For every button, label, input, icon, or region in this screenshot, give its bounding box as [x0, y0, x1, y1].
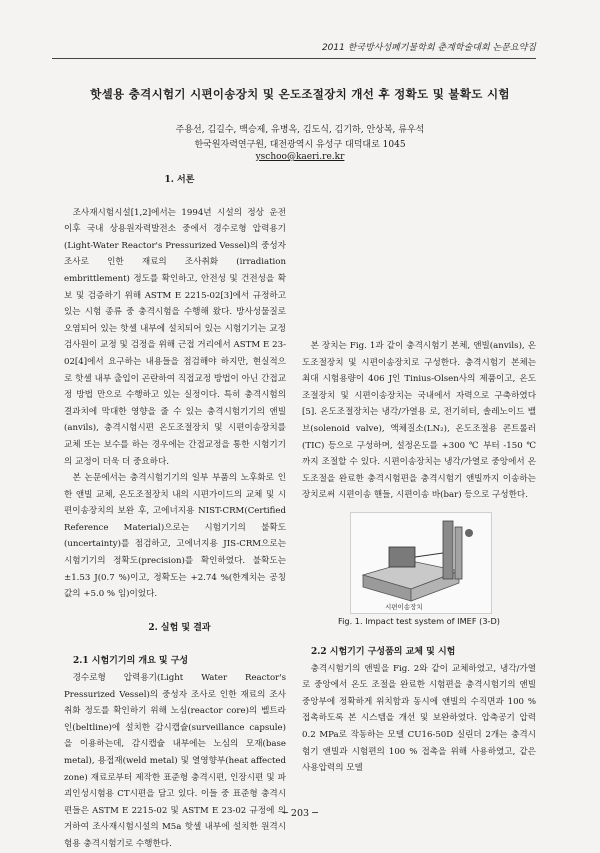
overview-paragraph-1: 경수로형 압력용기(Light Water Reactor's Pressurized Vessel)의 중성자 조사로 인한 재료의 조사취화 정도를 확인하기 위해 노심(reactor core)의 벨트라인(beltline)에 설치한 감시캡슐(surveillance capsule)을 이용하는데, 감시캡슐 내부에는 노심의 모재(base metal), 용접재(weld metal) 및 열영향부(heat affected zone) 재료로부터 제작한 표준형 충격시편, 인장시편 및 파괴인성시험용 CT시편을 담고 있다. 이들 중 표준형 충격시편들은 ASTM E 2215-02 및 ASTM E 23-02 규정에 의거하여 조사재시험시설의 M5a 핫셀 내부에 설치한 원격시험용 충격시험기로 수행한다. — [64, 673, 286, 849]
left-column — [64, 172, 286, 853]
overview-paragraph-2: 본 장치는 Fig. 1과 같이 충격시험기 본체, 앤빌(anvils), 온도조절장치 및 시편이송장치로 구성한다. 충격시험기 본체는 최대 시험용량이 406 J인 Tinius-Olsen사의 제품이고, 온도조절장치 및 시편이송장치는 국내에서 자력으로 구축하였다[5]. 온도조절장치는 냉각/가열용 로, 전기히터, 솔레노이드 밸브(solenoid valve), 액체질소(LN₂), 온도조절용 콘트롤러(TIC) 등으로 구성하며, 설정온도를 +300 ℃ 부터 -150 ℃ 까지 조절할 수 있다. 시편이송장치는 냉각/가열로 중앙에서 온도조절을 완료한 충격시험편을 충격시험기 앤빌까지 이송하는 장치로써 시편이송 핸들, 시편이송 바(bar) 등으로 구성한다. — [302, 341, 536, 501]
author-email-link[interactable]: yschoo@kaeri.re.kr — [255, 152, 345, 162]
section-heading-methods: 2. 실험 및 결과 — [148, 622, 211, 633]
impact-tester-drawing — [351, 513, 491, 613]
running-header: 2011 한국방사성폐기물학회 춘계학술대회 논문요약집 — [321, 43, 536, 53]
right-column — [302, 172, 536, 504]
intro-paragraph-2: 본 논문에서는 충격시험기기의 일부 부품의 노후화로 인한 앤빌 교체, 온도조절장치 내의 시편가이드의 교체 및 시편이송장치의 보완 후, 고에너지용 NIST-CRM(Certified Reference Material)으로는 시험기기의 불확도(uncertainty)를 점검하고, 고에너지용 JIS-CRM으로는 시험기기의 정확도(precision)를 확인하였다. 불확도는 ±1.53 J(0.7 %)이고, 정확도는 +2.74 %(한계치는 공칭값의 +5.0 % 임)이었다. — [64, 473, 286, 600]
paper-affiliation: 한국원자력연구원, 대전광역시 유성구 대덕대로 1045 — [194, 140, 406, 150]
figure-impact-test-system — [350, 512, 492, 614]
page-number: ─ 203 ─ — [282, 808, 318, 819]
figure-caption: Fig. 1. Impact test system of IMEF (3-D) — [338, 616, 500, 626]
section-heading-intro: 1. 서론 — [164, 175, 195, 185]
paper-authors: 주용선, 김길수, 백승제, 유병옥, 김도식, 김기하, 안상복, 류우석 — [175, 125, 425, 135]
subsection-heading-overview: 2.1 시험기기의 개요 및 구성 — [73, 656, 189, 667]
figure-label: 시편이송장치 — [385, 603, 423, 611]
right-column-lower — [302, 644, 536, 777]
subsection-heading-exchange: 2.2 시험기기 구성품의 교체 및 시험 — [311, 647, 456, 657]
header-divider — [52, 58, 536, 59]
exchange-paragraph-1: 충격시험기의 앤빌을 Fig. 2와 같이 교체하였고, 냉각/가열로 중앙에서 온도 조절을 완료한 시험편을 충격시험기의 앤빌 중앙부에 정확하게 위치함과 동시에 앤빌의 수직면과 100 % 접촉하도록 본 시스템을 개선 및 보완하였다. 압축공기 압력 0.2 MPa로 작동하는 모델 CU16-50D 실린더 2개는 충격시험기 앤빌과 시험편의 100 % 접촉을 위해 사용하였고, 같은 사용압력의 모델 — [302, 663, 536, 774]
paper-title: 핫셀용 충격시험기 시편이송장치 및 온도조절장치 개선 후 정확도 및 불확도 시험 — [90, 87, 510, 101]
intro-paragraph-1: 조사재시험시설[1,2]에서는 1994년 시설의 정상 운전 이후 국내 상용원자력발전소 중에서 경수로형 압력용기(Light-Water Reactor's Pressurized Vessel)의 중성자 조사로 인한 재료의 조사취화 (irradiation embrittlement) 정도를 확인하고, 안전성 및 건전성을 확보 및 검증하기 위해 ASTM E 2215-02[3]에서 규정하고 있는 시험 종류 중 충격시험을 수행해 왔다. 방사성물질로 오염되어 있는 핫셀 내부에 설치되어 있는 시험기기는 교정 검사원이 교정 및 검정을 위해 근접 거리에서 ASTM E 23-02[4]에서 요구하는 내용들을 점검해야 하지만, 현실적으로 핫셀 내부 출입이 곤란하여 직접교정 방법이 아닌 간접교정 방법 만으로 수행하고 있는 실정이다. 특히 충격시험의 결과치에 막대한 영향을 줄 수 있는 충격시험기기의 앤빌(anvils), 충격시험시편 온도조절장치 및 시편이송장치를 교체 또는 보수를 하는 경우에는 간접교정을 통한 시험기기의 교정이 더욱 더 중요하다. — [64, 207, 286, 467]
